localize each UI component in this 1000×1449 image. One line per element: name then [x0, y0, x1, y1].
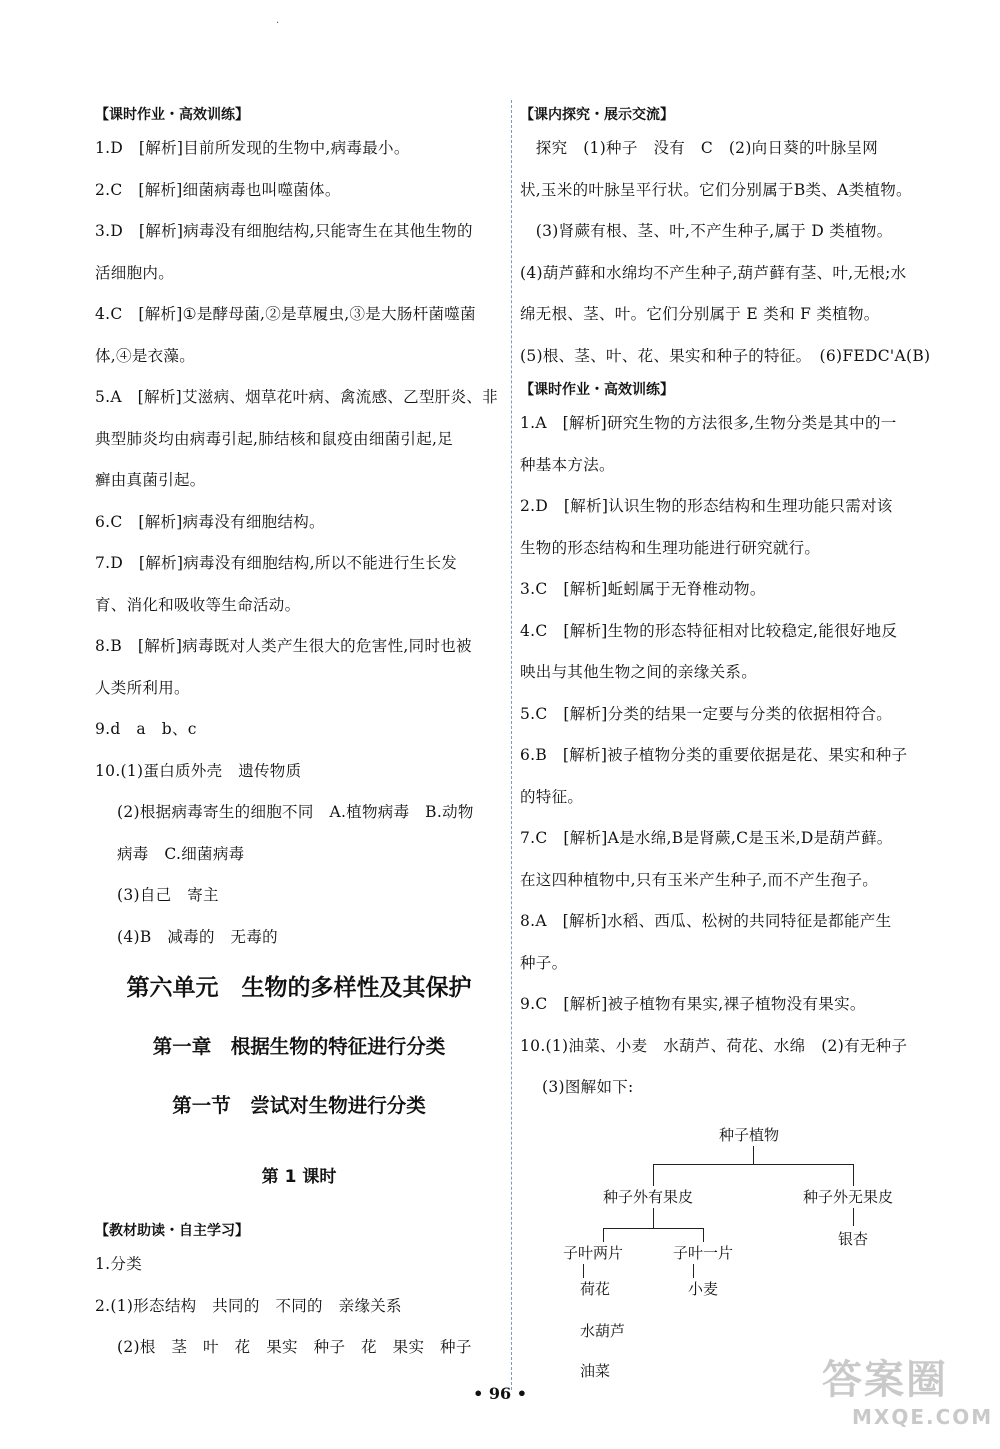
- answer-line: 7.D [解析]病毒没有细胞结构,所以不能进行生长发: [95, 554, 458, 572]
- tree-node-two-cotyledons: 子叶两片: [563, 1244, 624, 1262]
- answer-line: 种子。: [520, 953, 568, 972]
- answer-line: 体,④是衣藻。: [95, 346, 196, 365]
- answer-line: 癣由真菌引起。: [95, 471, 206, 489]
- tree-connector: [753, 1146, 754, 1164]
- page-number: • 96 •: [473, 1384, 527, 1403]
- answer-line: 活细胞内。: [95, 263, 175, 282]
- answer-line: 8.A [解析]水稻、西瓜、松树的共同特征是都能产生: [520, 912, 892, 930]
- answer-line: 6.C [解析]病毒没有细胞结构。: [95, 512, 325, 531]
- section-header-homework: 【课时作业・高效训练】: [95, 107, 249, 123]
- tree-connector: [653, 1164, 654, 1186]
- tree-connector: [603, 1228, 604, 1242]
- answer-line: (2)根据病毒寄生的细胞不同 A.植物病毒 B.动物: [117, 803, 474, 821]
- answer-line: 10.(1)油菜、小麦 水葫芦、荷花、水绵 (2)有无种子: [520, 1036, 908, 1055]
- explore-line: (5)根、茎、叶、花、果实和种子的特征。 (6)FEDC'A(B): [520, 346, 931, 365]
- explore-line: 状,玉米的叶脉呈平行状。它们分别属于B类、A类植物。: [520, 180, 912, 199]
- tree-node-seed-plants: 种子植物: [719, 1126, 780, 1144]
- answer-line: 4.C [解析]生物的形态特征相对比较稳定,能很好地反: [520, 621, 898, 640]
- tree-node-wheat: 小麦: [688, 1280, 719, 1298]
- answer-line: 5.A [解析]艾滋病、烟草花叶病、禽流感、乙型肝炎、非: [95, 388, 498, 406]
- answer-line: 在这四种植物中,只有玉米产生种子,而不产生孢子。: [520, 870, 879, 889]
- answer-line: 10.(1)蛋白质外壳 遗传物质: [95, 761, 302, 780]
- study-line: 2.(1)形态结构 共同的 不同的 亲缘关系: [95, 1296, 402, 1315]
- answer-line: 人类所利用。: [95, 678, 190, 697]
- answer-line: 典型肺炎均由病毒引起,肺结核和鼠疫由细菌引起,足: [95, 429, 454, 448]
- answer-line: 2.C [解析]细菌病毒也叫噬菌体。: [95, 180, 341, 199]
- answer-line: 生物的形态结构和生理功能进行研究就行。: [520, 538, 821, 557]
- section-header-study: 【教材助读・自主学习】: [95, 1223, 249, 1239]
- column-divider: [511, 100, 512, 1390]
- answer-line: 8.B [解析]病毒既对人类产生很大的危害性,同时也被: [95, 637, 472, 655]
- answer-line: 育、消化和吸收等生命活动。: [95, 595, 301, 614]
- answer-line: 9.d a b、c: [95, 720, 197, 738]
- answer-line: (3)图解如下:: [542, 1078, 634, 1096]
- explore-line: 绵无根、茎、叶。它们分别属于 E 类和 F 类植物。: [520, 305, 880, 323]
- study-line: 1.分类: [95, 1255, 142, 1273]
- tree-connector: [703, 1228, 704, 1242]
- answer-line: (4)B 减毒的 无毒的: [117, 927, 278, 946]
- answer-line: 2.D [解析]认识生物的形态结构和生理功能只需对该: [520, 497, 893, 515]
- answer-line: 3.D [解析]病毒没有细胞结构,只能寄生在其他生物的: [95, 222, 473, 240]
- explore-line: 探究 (1)种子 没有 C (2)向日葵的叶脉呈网: [520, 139, 879, 157]
- section-header-homework-2: 【课时作业・高效训练】: [520, 382, 674, 398]
- tree-connector: [603, 1228, 703, 1229]
- answer-line: 4.C [解析]①是酵母菌,②是草履虫,③是大肠杆菌噬菌: [95, 305, 476, 323]
- watermark-url: MXQE.COM: [852, 1405, 994, 1429]
- tree-connector: [853, 1164, 854, 1186]
- answer-line: 病毒 C.细菌病毒: [117, 844, 245, 863]
- tree-connector: [693, 1264, 694, 1278]
- study-line: (2)根 茎 叶 花 果实 种子 花 果实 种子: [117, 1338, 472, 1356]
- watermark: [822, 1356, 992, 1442]
- left-column: [95, 102, 503, 1369]
- answer-line: 7.C [解析]A是水绵,B是肾蕨,C是玉米,D是葫芦藓。: [520, 829, 893, 847]
- tree-node-one-cotyledon: 子叶一片: [673, 1244, 734, 1262]
- answer-line: 1.D [解析]目前所发现的生物中,病毒最小。: [95, 139, 410, 157]
- section-header-explore: 【课内探究・展示交流】: [520, 107, 674, 123]
- answer-line: 映出与其他生物之间的亲缘关系。: [520, 663, 758, 681]
- section-title: 第一节 尝试对生物进行分类: [172, 1094, 426, 1117]
- chapter-title: 第一章 根据生物的特征进行分类: [152, 1035, 446, 1058]
- answer-line: 5.C [解析]分类的结果一定要与分类的依据相符合。: [520, 704, 893, 723]
- answer-line: 3.C [解析]蚯蚓属于无脊椎动物。: [520, 580, 766, 598]
- right-column: [520, 102, 931, 1109]
- top-dot: ·: [276, 18, 280, 29]
- tree-node-with-fruit: 种子外有果皮: [603, 1188, 694, 1206]
- explore-line: (3)肾蕨有根、茎、叶,不产生种子,属于 D 类植物。: [520, 222, 893, 240]
- watermark-logo: 答案圈: [822, 1357, 948, 1403]
- answer-line: 1.A [解析]研究生物的方法很多,生物分类是其中的一: [520, 414, 897, 432]
- unit-title: 第六单元 生物的多样性及其保护: [126, 975, 472, 1001]
- answer-line: (3)自己 寄主: [117, 886, 219, 904]
- tree-connector: [653, 1208, 654, 1228]
- tree-node-water-hyacinth: 水葫芦: [580, 1322, 626, 1340]
- tree-node-ginkgo: 银杏: [838, 1230, 869, 1248]
- tree-node-rapeseed: 油菜: [580, 1362, 611, 1380]
- answer-line: 种基本方法。: [520, 455, 615, 474]
- answer-line: 6.B [解析]被子植物分类的重要依据是花、果实和种子: [520, 746, 908, 764]
- tree-connector: [583, 1264, 584, 1278]
- lesson-title: 第 1 课时: [261, 1167, 337, 1187]
- tree-node-lotus: 荷花: [580, 1280, 611, 1298]
- explore-line: (4)葫芦藓和水绵均不产生种子,葫芦藓有茎、叶,无根;水: [520, 263, 907, 282]
- answer-line: 9.C [解析]被子植物有果实,裸子植物没有果实。: [520, 995, 866, 1013]
- tree-connector: [653, 1164, 853, 1165]
- answer-list-virus: [95, 128, 503, 958]
- tree-node-without-fruit: 种子外无果皮: [803, 1188, 894, 1206]
- tree-connector: [853, 1208, 854, 1226]
- answer-line: 的特征。: [520, 787, 584, 806]
